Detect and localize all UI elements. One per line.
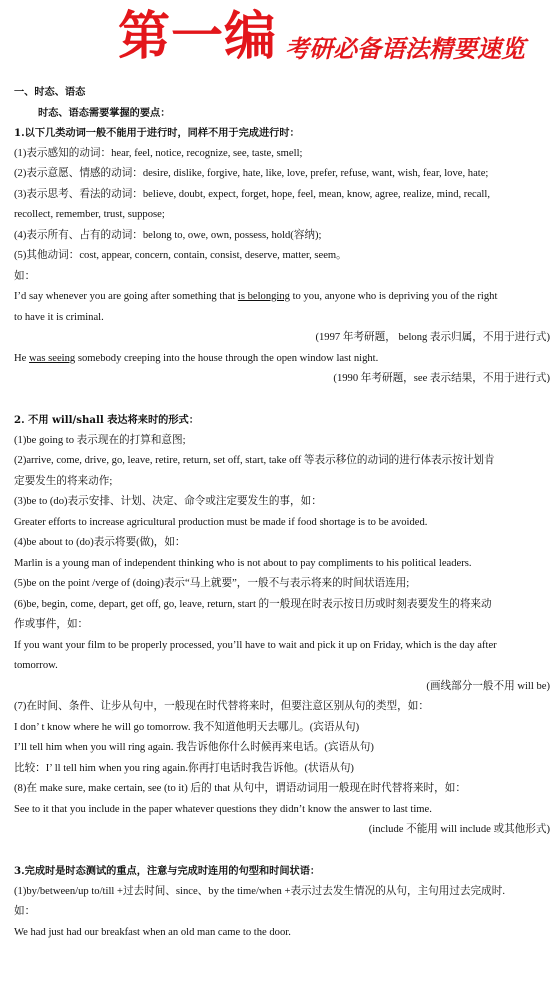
text-line: (8)在 make sure, make certain, see (to it) 后的 that 从句中，谓语动词用一般现在时代替将来时，如： [14, 783, 466, 794]
text-line: 定要发生的将来动作; [14, 475, 113, 487]
text-line: If you want your film to be properly processed, you’ll have to wait and pick it up on Friday, which is the day after [14, 639, 497, 651]
text-line: (5)be on the point /verge of (doing)表示“马上就要”，一般不与表示将来的时间状语连用; [14, 578, 410, 589]
text-line [14, 287, 550, 308]
text-line: 比较：I’ ll tell him when you ring again.你再打电话时我告诉他。(状语从句) [14, 762, 354, 774]
text-line: (3)表示思考、看法的动词：believe, doubt, expect, forget, hope, feel, mean, know, agree, realize, mind, recall, [14, 188, 490, 200]
text-line: I’ll tell him when you will ring again. 我告诉他你什么时候再来电话。(宾语从句) [14, 742, 374, 753]
source-note: (画线部分一般不用 will be) [426, 680, 550, 692]
text-line: (2)表示意愿、情感的动词：desire, dislike, forgive, hate, like, love, prefer, refuse, want, wish, fear, love, hate; [14, 168, 489, 179]
source-note: (1997 年考研题， belong 表示归属，不用于进行式) [315, 332, 550, 343]
section-heading: 一、时态、语态 [14, 86, 86, 98]
text-line: to have it is criminal. [14, 311, 104, 323]
text-line: (4)表示所有、占有的动词：belong to, owe, own, possess, hold(容纳); [14, 229, 322, 241]
text-line [14, 349, 550, 370]
text-line: We had just had our breakfast when an old man came to the door. [14, 926, 291, 938]
text-line: (5)其他动词：cost, appear, concern, contain, consist, deserve, matter, seem。 [14, 250, 347, 261]
text-line: recollect, remember, trust, suppose; [14, 209, 165, 220]
text-line: Marlin is a young man of independent thinking who is not about to pay compliments to his political leaders. [14, 557, 472, 569]
text-segment: I’d say whenever you are going after something that [14, 291, 238, 302]
section-heading: 2. 不用 will/shall 表达将来时的形式： [14, 414, 199, 426]
section-heading: 时态、语态需要掌握的要点： [38, 106, 171, 119]
text-line: 作或事件，如： [14, 619, 89, 630]
paragraph-gap [14, 390, 550, 411]
section-heading: 3.完成时是时态测试的重点，注意与完成时连用的句型和时间状语： [14, 865, 321, 877]
text-segment: somebody creeping into the house through the open window last night. [75, 352, 379, 364]
text-line: (1)by/between/up to/till +过去时间、since、by the time/when +表示过去发生情况的从句，主句用过去完成时. [14, 885, 505, 897]
text-line: tomorrow. [14, 660, 58, 671]
text-line: (2)arrive, come, drive, go, leave, retire, return, set off, start, take off 等表示移位的动词的进行体表示按计划肯 [14, 455, 495, 466]
text-line: (6)be, begin, come, depart, get off, go, leave, return, start 的一般现在时表示按日历或时刻表要发生的将来动 [14, 598, 492, 610]
text-line: I don’ t know where he will go tomorrow. 我不知道他明天去哪儿。(宾语从句) [14, 721, 360, 733]
paragraph-gap [14, 841, 550, 862]
text-segment: He [14, 352, 30, 364]
section-heading: 1.以下几类动词一般不能用于进行时，同样不用于完成进行时： [14, 127, 300, 139]
underlined-phrase: was seeing [29, 352, 76, 364]
text-line: 如： [14, 270, 36, 282]
text-line: See to it that you include in the paper whatever questions they didn’t know the answer to last time. [14, 803, 432, 815]
source-note: (1990 年考研题，see 表示结果，不用于进行式) [333, 373, 550, 384]
text-line: (1)表示感知的动词：hear, feel, notice, recognize, see, taste, smell; [14, 147, 303, 159]
page-title: 第一编 [118, 7, 278, 67]
text-line: (1)be going to 表示现在的打算和意图; [14, 434, 186, 446]
text-line: (4)be about to (do)表示将要(做)，如： [14, 537, 186, 548]
document-body [14, 82, 550, 943]
text-line: (7)在时间、条件、让步从句中，一般现在时代替将来时，但要注意区别从句的类型，如： [14, 701, 429, 712]
text-line: Greater efforts to increase agricultural production must be made if food shortage is to be avoided. [14, 516, 428, 528]
text-segment: to you, anyone who is depriving you of the right [289, 291, 498, 302]
text-line: 如： [14, 906, 36, 917]
text-line: (3)be to (do)表示安排、计划、决定、命令或注定要发生的事，如： [14, 496, 322, 507]
title-banner [0, 2, 560, 72]
underlined-phrase: is belonging [237, 291, 290, 302]
source-note: (include 不能用 will include 或其他形式) [368, 824, 550, 835]
page-subtitle: 考研必备语法精要速览 [285, 34, 525, 63]
